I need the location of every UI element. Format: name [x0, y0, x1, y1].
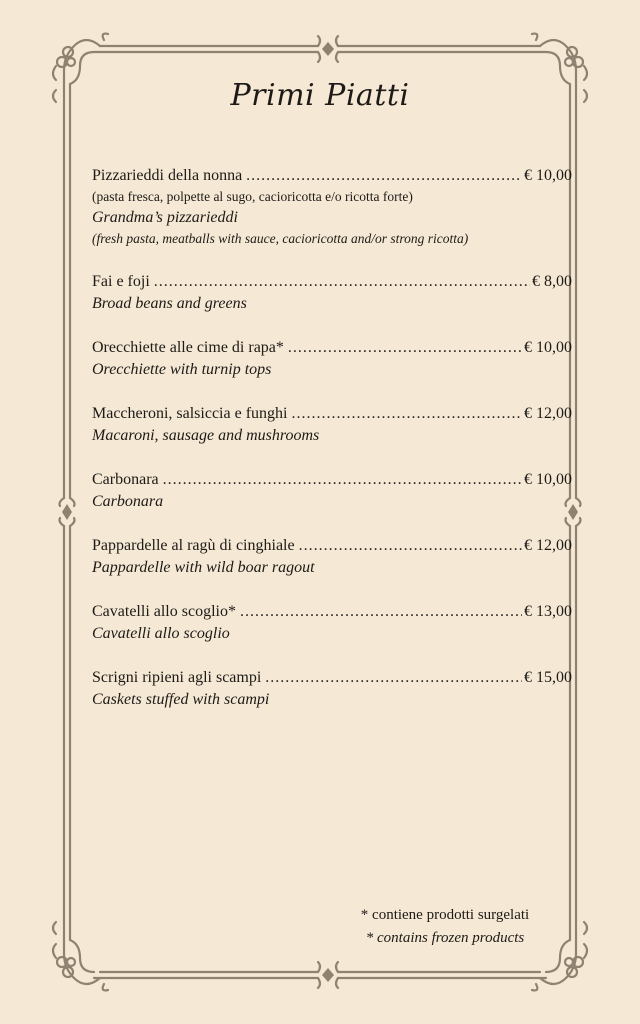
- dish-name-en: Cavatelli allo scoglio: [92, 625, 230, 642]
- dish-description-en: (fresh pasta, meatballs with sauce, cacioricotta and/or strong ricotta): [92, 231, 469, 246]
- menu-item: [92, 337, 572, 381]
- dish-price: € 10,00: [524, 339, 572, 356]
- dish-name-en: Broad beans and greens: [92, 295, 247, 312]
- dot-leader: [240, 601, 522, 623]
- dot-leader: [154, 271, 530, 293]
- dish-name: Orecchiette alle cime di rapa*: [92, 339, 284, 356]
- menu-item: [92, 403, 572, 447]
- dish-name: Maccheroni, salsiccia e funghi: [92, 405, 288, 422]
- dish-price: € 10,00: [524, 167, 572, 184]
- dot-leader: [291, 403, 522, 425]
- menu-item-row: [92, 535, 572, 557]
- dish-price: € 10,00: [524, 471, 572, 488]
- menu-item: [92, 601, 572, 645]
- dot-leader: [163, 469, 522, 491]
- dot-leader: [265, 667, 522, 689]
- dot-leader: [288, 337, 522, 359]
- page-title: Primi Piatti: [230, 78, 410, 113]
- dish-name-en: Carbonara: [92, 493, 164, 510]
- dish-name-en: Pappardelle with wild boar ragout: [92, 559, 315, 576]
- dish-name: Fai e foji: [92, 273, 150, 290]
- menu-list: [92, 165, 572, 733]
- menu-item-row: [92, 271, 572, 293]
- dot-leader: [246, 165, 522, 187]
- menu-item: [92, 271, 572, 315]
- menu-item-row: [92, 165, 572, 187]
- menu-item-row: [92, 403, 572, 425]
- menu-item: [92, 469, 572, 513]
- dish-name: Carbonara: [92, 471, 159, 488]
- menu-item: [92, 667, 572, 711]
- menu-item-row: [92, 667, 572, 689]
- dish-price: € 15,00: [524, 669, 572, 686]
- dish-name-en: Grandma’s pizzarieddi: [92, 209, 238, 226]
- dish-name: Pizzarieddi della nonna: [92, 167, 243, 184]
- dish-description-it: (pasta fresca, polpette al sugo, cacioricotta e/o ricotta forte): [92, 189, 413, 204]
- menu-item-row: [92, 601, 572, 623]
- dish-price: € 8,00: [532, 273, 572, 290]
- dish-price: € 13,00: [524, 603, 572, 620]
- menu-item: [92, 165, 572, 249]
- dish-name: Cavatelli allo scoglio*: [92, 603, 236, 620]
- dish-price: € 12,00: [524, 537, 572, 554]
- dish-name: Pappardelle al ragù di cinghiale: [92, 537, 295, 554]
- menu-item-row: [92, 337, 572, 359]
- footnote: [300, 904, 590, 950]
- dish-price: € 12,00: [524, 405, 572, 422]
- dish-name-en: Orecchiette with turnip tops: [92, 361, 272, 378]
- footnote-it: * contiene prodotti surgelati: [360, 907, 530, 923]
- dot-leader: [299, 535, 522, 557]
- dish-name: Scrigni ripieni agli scampi: [92, 669, 262, 686]
- dish-name-en: Macaroni, sausage and mushrooms: [92, 427, 320, 444]
- menu-item-row: [92, 469, 572, 491]
- footnote-en: * contains frozen products: [365, 930, 525, 946]
- menu-item: [92, 535, 572, 579]
- dish-name-en: Caskets stuffed with scampi: [92, 691, 270, 708]
